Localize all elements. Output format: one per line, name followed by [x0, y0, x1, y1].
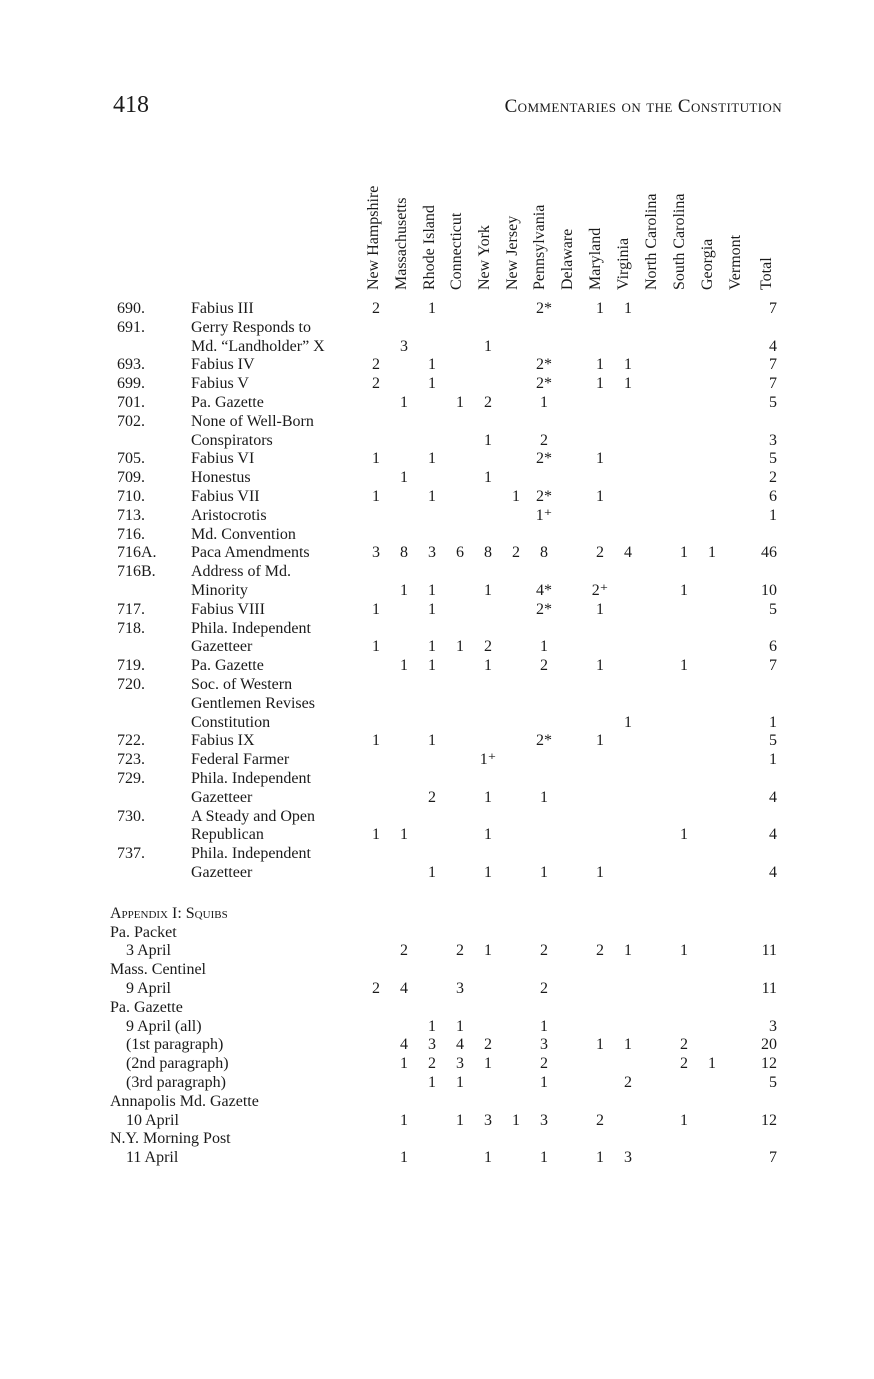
tally-cell: 1	[484, 826, 492, 844]
tally-cell: 4	[400, 1036, 408, 1054]
tally-cell: 3	[456, 980, 464, 997]
tally-cell: 1	[540, 1017, 548, 1035]
tally-cell: 1	[428, 375, 436, 393]
tally-cell: 1	[624, 375, 632, 393]
tally-cell: 2	[400, 942, 408, 960]
entry-title: Fabius VII	[191, 488, 260, 505]
tally-cell: 1	[400, 657, 408, 675]
entry-title: Fabius VI	[191, 450, 255, 468]
tally-cell: 1	[540, 788, 548, 806]
entry-title: Aristocrotis	[191, 506, 267, 524]
tally-cell: 1	[596, 864, 604, 881]
column-header-georgia: Georgia	[699, 238, 716, 290]
tally-cell: 2	[456, 942, 464, 960]
row-total: 5	[769, 732, 777, 750]
tally-cell: 1	[400, 1055, 408, 1073]
row-total: 7	[769, 657, 777, 675]
column-header-total: Total	[758, 257, 775, 290]
tally-cell: 1	[428, 600, 436, 618]
tally-cell: 1	[428, 864, 436, 881]
tally-cell: 1	[428, 1017, 436, 1035]
row-total: 11	[761, 942, 777, 960]
column-header-vermont: Vermont	[727, 234, 744, 290]
row-total: 4	[769, 826, 777, 844]
tally-cell: 2	[512, 544, 520, 562]
tally-cell: 2	[540, 980, 548, 997]
tally-cell: 2*	[536, 300, 552, 317]
tally-cell: 1	[596, 450, 604, 468]
tally-cell: 4	[624, 544, 632, 562]
appendix-heading: Appendix I: Squibs	[110, 904, 228, 922]
entry-title: Gazetteer	[191, 638, 253, 656]
tally-cell: 1	[372, 638, 380, 656]
tally-cell: 1	[456, 1111, 464, 1129]
tally-cell: 1	[372, 488, 380, 505]
tally-cell: 1⁺	[479, 751, 497, 769]
appendix-date: 3 April	[126, 942, 171, 960]
row-total: 4	[769, 337, 777, 355]
row-total: 5	[769, 1074, 777, 1091]
tally-cell: 1	[680, 942, 688, 960]
entry-title: Fabius V	[191, 375, 249, 393]
tally-cell: 2	[680, 1036, 688, 1054]
tally-cell: 1	[400, 1111, 408, 1129]
tally-cell: 1	[540, 638, 548, 656]
entry-title: Conspirators	[191, 431, 273, 449]
tally-cell: 1	[400, 1149, 408, 1167]
tally-cell: 2⁺	[591, 582, 609, 599]
tally-cell: 1	[428, 1074, 436, 1091]
tally-cell: 1	[372, 826, 380, 844]
tally-cell: 1	[400, 582, 408, 599]
tally-cell: 2*	[536, 450, 552, 468]
tally-cell: 2	[372, 356, 380, 374]
entry-number: 710.	[117, 488, 145, 505]
entry-number: 691.	[117, 318, 145, 336]
tally-cell: 3	[540, 1111, 548, 1129]
tally-cell: 1	[596, 1036, 604, 1054]
entry-title: Federal Farmer	[191, 751, 290, 769]
tally-cell: 1	[540, 864, 548, 881]
entry-title: Honestus	[191, 469, 251, 487]
appendix-source: Mass. Centinel	[110, 961, 206, 979]
row-total: 7	[769, 1149, 777, 1167]
tally-cell: 2	[540, 1055, 548, 1073]
tally-cell: 1	[484, 431, 492, 449]
appendix-date: (3rd paragraph)	[126, 1074, 226, 1091]
entry-number: 716.	[117, 525, 145, 543]
tally-cell: 4*	[536, 582, 552, 599]
tally-cell: 3	[624, 1149, 632, 1167]
tally-cell: 1	[372, 600, 380, 618]
tally-cell: 2*	[536, 375, 552, 393]
tally-cell: 8	[484, 544, 492, 562]
row-total: 4	[769, 864, 777, 881]
row-total: 10	[761, 582, 777, 599]
appendix-source: Annapolis Md. Gazette	[110, 1092, 259, 1110]
appendix-source: N.Y. Morning Post	[110, 1130, 231, 1148]
entry-number: 722.	[117, 732, 145, 750]
row-total: 4	[769, 788, 777, 806]
tally-cell: 1	[484, 788, 492, 806]
tally-cell: 1⁺	[535, 506, 553, 524]
tally-cell: 1	[680, 1111, 688, 1129]
column-header-rhode-island: Rhode Island	[421, 205, 438, 290]
tally-cell: 1	[596, 300, 604, 317]
tally-cell: 2	[540, 942, 548, 960]
tally-cell: 1	[400, 826, 408, 844]
tally-cell: 2*	[536, 488, 552, 505]
column-header-south-carolina: South Carolina	[671, 193, 688, 290]
row-total: 12	[761, 1111, 777, 1129]
row-total: 7	[769, 300, 777, 317]
row-total: 5	[769, 600, 777, 618]
tally-cell: 1	[708, 544, 716, 562]
entry-title: Minority	[191, 582, 248, 599]
entry-number: 719.	[117, 657, 145, 675]
tally-cell: 2	[540, 657, 548, 675]
tally-cell: 4	[400, 980, 408, 997]
entry-title: Gerry Responds to	[191, 318, 311, 336]
entry-title: Fabius III	[191, 300, 254, 317]
tally-cell: 3	[372, 544, 380, 562]
row-total: 20	[761, 1036, 777, 1054]
tally-cell: 1	[596, 1149, 604, 1167]
entry-number: 737.	[117, 845, 145, 863]
tally-cell: 1	[484, 469, 492, 487]
row-total: 3	[769, 431, 777, 449]
entry-title: Md. “Landholder” X	[191, 337, 325, 355]
row-total: 46	[761, 544, 777, 562]
entry-number: 718.	[117, 619, 145, 637]
tally-cell: 2	[540, 431, 548, 449]
row-total: 1	[769, 506, 777, 524]
entry-number: 713.	[117, 506, 145, 524]
tally-cell: 1	[596, 732, 604, 750]
appendix-date: 11 April	[126, 1149, 179, 1167]
row-total: 3	[769, 1017, 777, 1035]
tally-cell: 2	[372, 300, 380, 317]
entry-title: Phila. Independent	[191, 845, 311, 863]
tally-cell: 1	[428, 450, 436, 468]
entry-number: 693.	[117, 356, 145, 374]
entry-number: 699.	[117, 375, 145, 393]
tally-cell: 8	[540, 544, 548, 562]
entry-number: 716B.	[117, 563, 156, 581]
tally-cell: 4	[456, 1036, 464, 1054]
tally-cell: 1	[484, 657, 492, 675]
tally-cell: 1	[596, 600, 604, 618]
entry-number: 716A.	[117, 544, 157, 562]
tally-cell: 1	[680, 582, 688, 599]
entry-number: 720.	[117, 676, 145, 693]
row-total: 1	[769, 713, 777, 731]
tally-cell: 2*	[536, 356, 552, 374]
tally-cell: 1	[484, 337, 492, 355]
entry-title: Fabius VIII	[191, 600, 265, 618]
appendix-source: Pa. Gazette	[110, 998, 183, 1016]
column-header-massachusetts: Massachusetts	[393, 197, 410, 290]
appendix-date: (1st paragraph)	[126, 1036, 224, 1054]
tally-cell: 2	[372, 980, 380, 997]
tally-cell: 1	[540, 394, 548, 411]
appendix-date: 9 April (all)	[126, 1017, 202, 1035]
tally-cell: 2	[484, 638, 492, 656]
tally-cell: 1	[680, 544, 688, 562]
entry-number: 729.	[117, 770, 145, 787]
column-header-maryland: Maryland	[587, 227, 604, 290]
appendix-date: 10 April	[126, 1111, 179, 1129]
tally-cell: 3	[484, 1111, 492, 1129]
tally-cell: 1	[540, 1149, 548, 1167]
tally-cell: 1	[456, 1017, 464, 1035]
tally-cell: 1	[596, 375, 604, 393]
tally-cell: 1	[484, 1149, 492, 1167]
entry-title: Paca Amendments	[191, 544, 310, 562]
tally-cell: 1	[428, 300, 436, 317]
tally-cell: 1	[540, 1074, 548, 1091]
tally-cell: 1	[456, 394, 464, 411]
tally-cell: 1	[624, 942, 632, 960]
tally-cell: 2	[428, 788, 436, 806]
tally-cell: 2	[624, 1074, 632, 1091]
tally-cell: 2	[596, 942, 604, 960]
appendix-source: Pa. Packet	[110, 923, 177, 941]
row-total: 5	[769, 394, 777, 411]
row-total: 2	[769, 469, 777, 487]
tally-cell: 1	[596, 356, 604, 374]
row-total: 12	[761, 1055, 777, 1073]
tally-cell: 2	[484, 1036, 492, 1054]
row-total: 5	[769, 450, 777, 468]
tally-cell: 1	[456, 638, 464, 656]
tally-cell: 1	[428, 638, 436, 656]
entry-number: 723.	[117, 751, 145, 769]
appendix-date: (2nd paragraph)	[126, 1055, 229, 1073]
entry-title: Phila. Independent	[191, 770, 311, 787]
tally-cell: 1	[680, 826, 688, 844]
tally-cell: 1	[400, 394, 408, 411]
tally-cell: 2	[596, 1111, 604, 1129]
entry-title: Soc. of Western	[191, 676, 293, 693]
entry-title: Gazetteer	[191, 788, 253, 806]
tally-cell: 1	[624, 1036, 632, 1054]
tally-cell: 1	[484, 1055, 492, 1073]
row-total: 1	[769, 751, 777, 769]
entry-title: None of Well-Born	[191, 412, 314, 430]
entry-title: Pa. Gazette	[191, 394, 264, 411]
tally-cell: 1	[372, 450, 380, 468]
tally-cell: 1	[596, 488, 604, 505]
tally-cell: 3	[540, 1036, 548, 1054]
tally-cell: 1	[484, 582, 492, 599]
column-header-new-york: New York	[476, 225, 493, 290]
tally-cell: 1	[428, 356, 436, 374]
tally-cell: 1	[596, 657, 604, 675]
tally-cell: 3	[428, 1036, 436, 1054]
tally-cell: 6	[456, 544, 464, 562]
entry-title: Gazetteer	[191, 864, 253, 881]
row-total: 6	[769, 638, 777, 656]
entry-title: Fabius IV	[191, 356, 255, 374]
tally-cell: 1	[680, 657, 688, 675]
row-total: 11	[761, 980, 777, 997]
tally-cell: 2*	[536, 600, 552, 618]
entry-title: Fabius IX	[191, 732, 255, 750]
tally-cell: 1	[372, 732, 380, 750]
page-number: 418	[113, 92, 149, 118]
entry-number: 730.	[117, 807, 145, 825]
entry-title: A Steady and Open	[191, 807, 315, 825]
tally-cell: 1	[624, 713, 632, 731]
entry-title: Republican	[191, 826, 264, 844]
tally-cell: 1	[512, 488, 520, 505]
tally-cell: 1	[428, 732, 436, 750]
tally-cell: 1	[400, 469, 408, 487]
tally-cell: 1	[428, 488, 436, 505]
tally-cell: 3	[400, 337, 408, 355]
appendix-date: 9 April	[126, 980, 171, 997]
tally-cell: 2	[484, 394, 492, 411]
tally-cell: 2	[372, 375, 380, 393]
entry-number: 701.	[117, 394, 145, 411]
entry-number: 702.	[117, 412, 145, 430]
column-header-delaware: Delaware	[559, 228, 576, 290]
entry-number: 717.	[117, 600, 145, 618]
column-header-north-carolina: North Carolina	[643, 193, 660, 290]
entry-number: 690.	[117, 300, 145, 317]
row-total: 7	[769, 375, 777, 393]
tally-cell: 1	[456, 1074, 464, 1091]
row-total: 7	[769, 356, 777, 374]
column-header-connecticut: Connecticut	[448, 212, 465, 290]
entry-number: 705.	[117, 450, 145, 468]
tally-cell: 2	[596, 544, 604, 562]
running-head: Commentaries on the Constitution	[504, 96, 782, 117]
entry-title: Md. Convention	[191, 525, 296, 543]
tally-cell: 1	[624, 300, 632, 317]
tally-cell: 8	[400, 544, 408, 562]
entry-title: Constitution	[191, 713, 271, 731]
tally-cell: 2	[428, 1055, 436, 1073]
tally-cell: 1	[512, 1111, 520, 1129]
tally-cell: 1	[428, 657, 436, 675]
tally-cell: 1	[708, 1055, 716, 1073]
tally-cell: 2*	[536, 732, 552, 750]
tally-cell: 1	[484, 942, 492, 960]
column-header-virginia: Virginia	[615, 237, 632, 290]
entry-title: Gentlemen Revises	[191, 694, 315, 712]
tally-cell: 1	[624, 356, 632, 374]
entry-title: Address of Md.	[191, 563, 291, 581]
entry-number: 709.	[117, 469, 145, 487]
tally-cell: 2	[680, 1055, 688, 1073]
entry-title: Phila. Independent	[191, 619, 311, 637]
row-total: 6	[769, 488, 777, 505]
column-header-new-jersey: New Jersey	[504, 215, 521, 290]
tally-cell: 1	[484, 864, 492, 881]
entry-title: Pa. Gazette	[191, 657, 264, 675]
column-header-pennsylvania: Pennsylvania	[531, 204, 548, 290]
column-header-new-hampshire: New Hampshire	[365, 185, 382, 290]
tally-cell: 3	[428, 544, 436, 562]
tally-cell: 1	[428, 582, 436, 599]
tally-cell: 3	[456, 1055, 464, 1073]
